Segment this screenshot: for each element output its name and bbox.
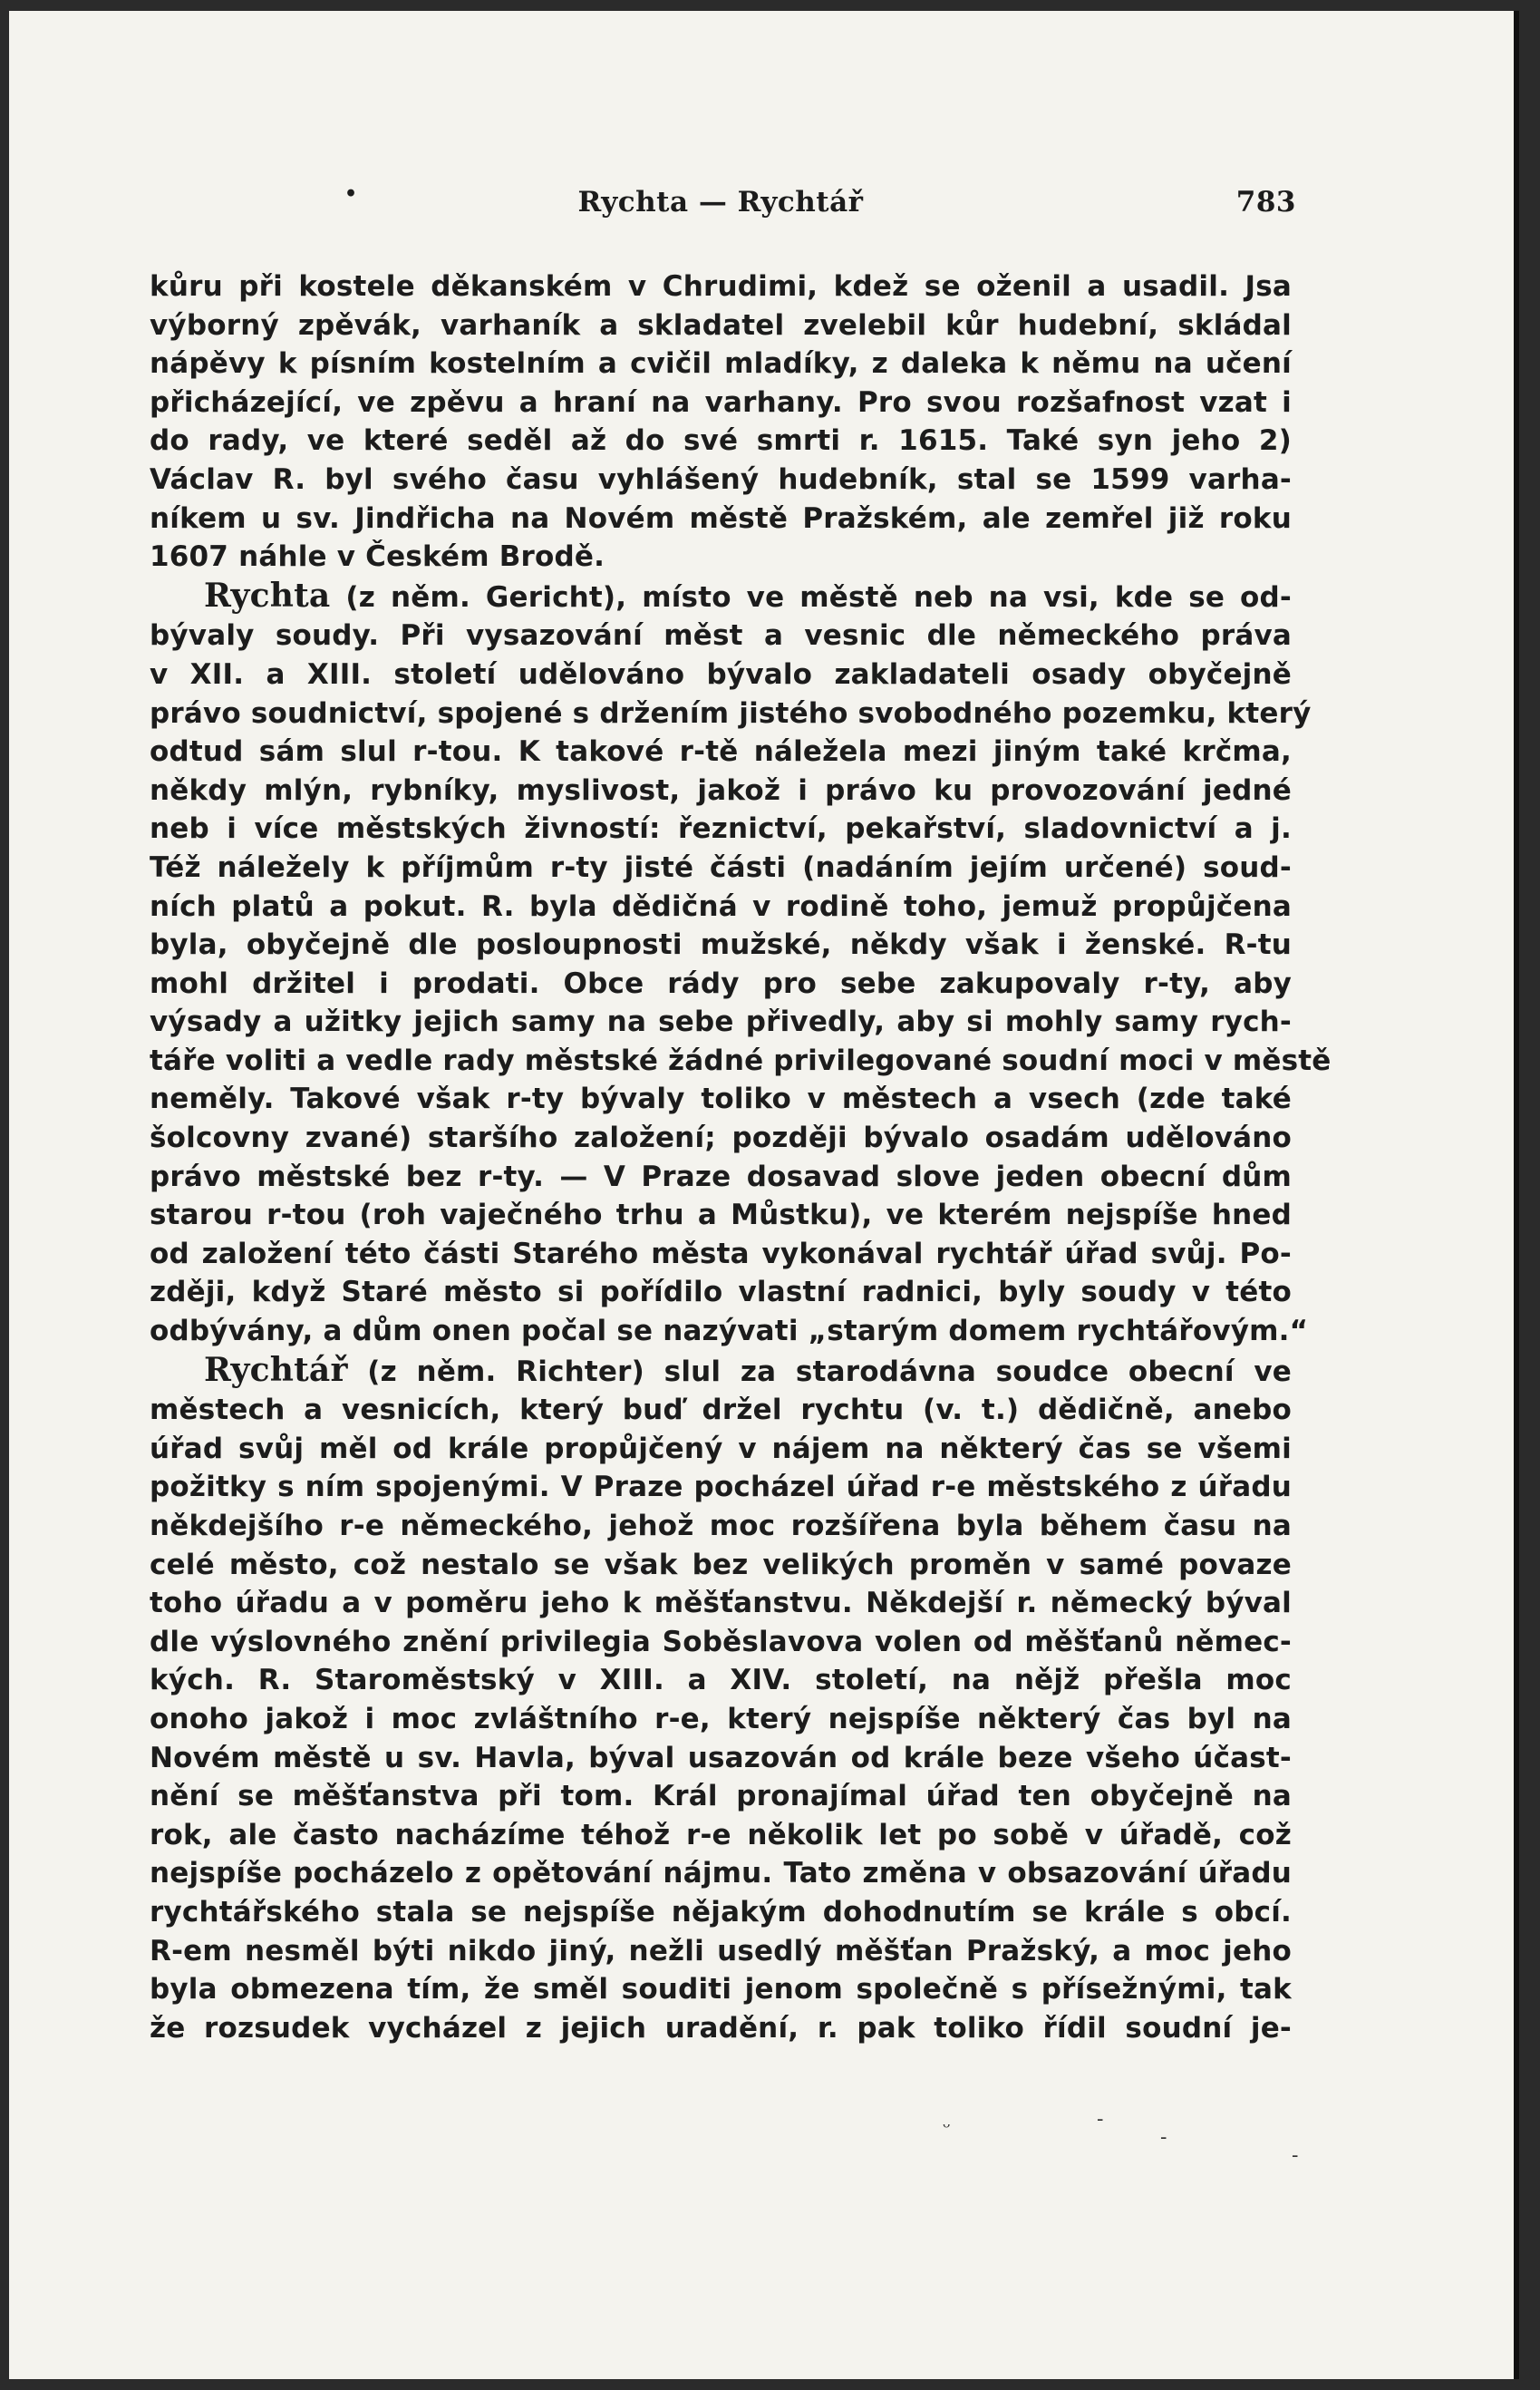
text-line: šolcovny zvané) staršího založení; později bývalo osadám udělováno [150,1122,1292,1155]
text-line: nění se měšťanstva při tom. Král pronajímal úřad ten obyčejně na [150,1780,1292,1813]
text-line: byla, obyčejně dle posloupnosti mužské, někdy však i ženské. R-tu [150,928,1292,962]
text-line: odtud sám slul r-tou. K takové r-tě náležela mezi jiným také krčma, [150,735,1292,769]
entry-line-rychtar: Rychtář (z něm. Richter) slul za starodávna soudce obecní ve [204,1350,1292,1389]
text-line: nejspíše pocházelo z opětování nájmu. Tato změna v obsazování úřadu [150,1857,1292,1890]
stray-mark: ᵕ [943,2117,951,2140]
book-page [150,182,1332,2167]
text-line: táře voliti a vedle rady městské žádné privilegované soudní moci v městě [150,1044,1332,1077]
entry-headword: Rychta [204,576,331,615]
text-line: R-em nesměl býti nikdo jiný, nežli usedlý měšťan Pražský, a moc jeho [150,1934,1292,1967]
text-line: Václav R. byl svého času vyhlášený hudebník, stal se 1599 varha- [150,462,1292,496]
text-line: výborný zpěvák, varhaník a skladatel zvelebil kůr hudební, skládal [150,308,1292,342]
stray-mark: - [1160,2126,1167,2149]
text-line: rychtářského stala se nejspíše nějakým dohodnutím se krále s obcí. [150,1895,1292,1929]
stray-mark: - [1292,2144,1299,2167]
text-line: 1607 náhle v Českém Brodě. [150,540,605,574]
text-line: zději, když Staré město si pořídilo vlastní radnici, byly soudy v této [150,1276,1292,1309]
entry-headword: Rychtář [204,1350,348,1389]
text-line: právo soudnictví, spojené s držením jistého svobodného pozemku, který [150,696,1312,730]
stray-mark: - [1097,2108,1104,2131]
header-dot: • [344,182,358,206]
text-line: že rozsudek vycházel z jejich uradění, r. pak toliko řídil soudní je- [150,2011,1292,2045]
text-line: byla obmezena tím, že směl souditi jenom společně s přísežnými, tak [150,1973,1292,2006]
text-line: mohl držitel i prodati. Obce rády pro sebe zakupovaly r-ty, aby [150,967,1292,1000]
text-line: právo městské bez r-ty. — V Praze dosavad slove jeden obecní dům [150,1160,1292,1193]
text-line: odbývány, a dům onen počal se nazývati „starým domem rychtářovým.“ [150,1315,1309,1348]
text-line: někdy mlýn, rybníky, myslivost, jakož i právo ku provozování jedné [150,773,1292,807]
text-line: bývaly soudy. Při vysazování měst a vesnic dle německého práva [150,619,1292,653]
text-line: Též náležely k příjmům r-ty jisté části (nadáním jejím určené) soud- [150,850,1292,884]
text-line: od založení této části Starého města vykonával rychtář úřad svůj. Po- [150,1237,1292,1270]
text-line: toho úřadu a v poměru jeho k měšťanstvu. Někdejší r. německý býval [150,1587,1292,1620]
text-line: do rady, ve které seděl až do své smrti r. 1615. Také syn jeho 2) [150,424,1292,458]
text-line: kůru při kostele děkanském v Chrudimi, kdež se oženil a usadil. Jsa [150,270,1292,303]
text-line: ních platů a pokut. R. byla dědičná v rodině toho, jemuž propůjčena [150,889,1292,923]
text-line: starou r-tou (roh vaječného trhu a Můstku), ve kterém nejspíše hned [150,1199,1292,1232]
text-line: někdejšího r-e německého, jehož moc rozšířena byla během času na [150,1510,1292,1542]
page-body [150,267,1332,2047]
text-line: výsady a užitky jejich samy na sebe přivedly, aby si mohly samy rych- [150,1006,1292,1039]
text-line: nápěvy k písním kostelním a cvičil mladíky, z daleka k němu na učení [150,347,1292,381]
text-line: přicházející, ve zpěvu a hraní na varhany. Pro svou rozšafnost vzat i [150,385,1292,419]
text-line: celé město, což nestalo se však bez velikých proměn v samé povaze [150,1548,1292,1581]
text-line: neb i více městských živností: řeznictví, pekařství, sladovnictví a j. [150,812,1292,846]
text-line: rok, ale často nacházíme téhož r-e několik let po sobě v úřadě, což [150,1818,1292,1851]
text-line: dle výslovného znění privilegia Soběslavova volen od měšťanů němec- [150,1625,1292,1658]
running-title: Rychta — Rychtář [577,186,864,219]
text-line: Novém městě u sv. Havla, býval usazován od krále beze všeho účast- [150,1741,1292,1774]
text-line: v XII. a XIII. století udělováno bývalo zakladateli osady obyčejně [150,657,1292,691]
running-header [150,182,1296,231]
text-line: onoho jakož i moc zvláštního r-e, který nejspíše některý čas byl na [150,1702,1292,1735]
text-line: úřad svůj měl od krále propůjčený v nájem na některý čas se všemi [150,1432,1292,1465]
text-line: požitky s ním spojenými. V Praze pocházel úřad r-e městského z úřadu [150,1471,1292,1504]
text-line: neměly. Takové však r-ty bývaly toliko v městech a vsech (zde také [150,1083,1292,1116]
entry-line-rychta: Rychta (z něm. Gericht), místo ve městě neb na vsi, kde se od- [204,576,1292,615]
page-number: 783 [1235,186,1296,219]
text-line: níkem u sv. Jindřicha na Novém městě Pražském, ale zemřel již roku [150,501,1292,535]
text-line: městech a vesnicích, který buď držel rychtu (v. t.) dědičně, anebo [150,1394,1292,1427]
stray-print-marks [150,2108,1299,2171]
text-line: kých. R. Staroměstský v XIII. a XIV. století, na nějž přešla moc [150,1664,1292,1697]
